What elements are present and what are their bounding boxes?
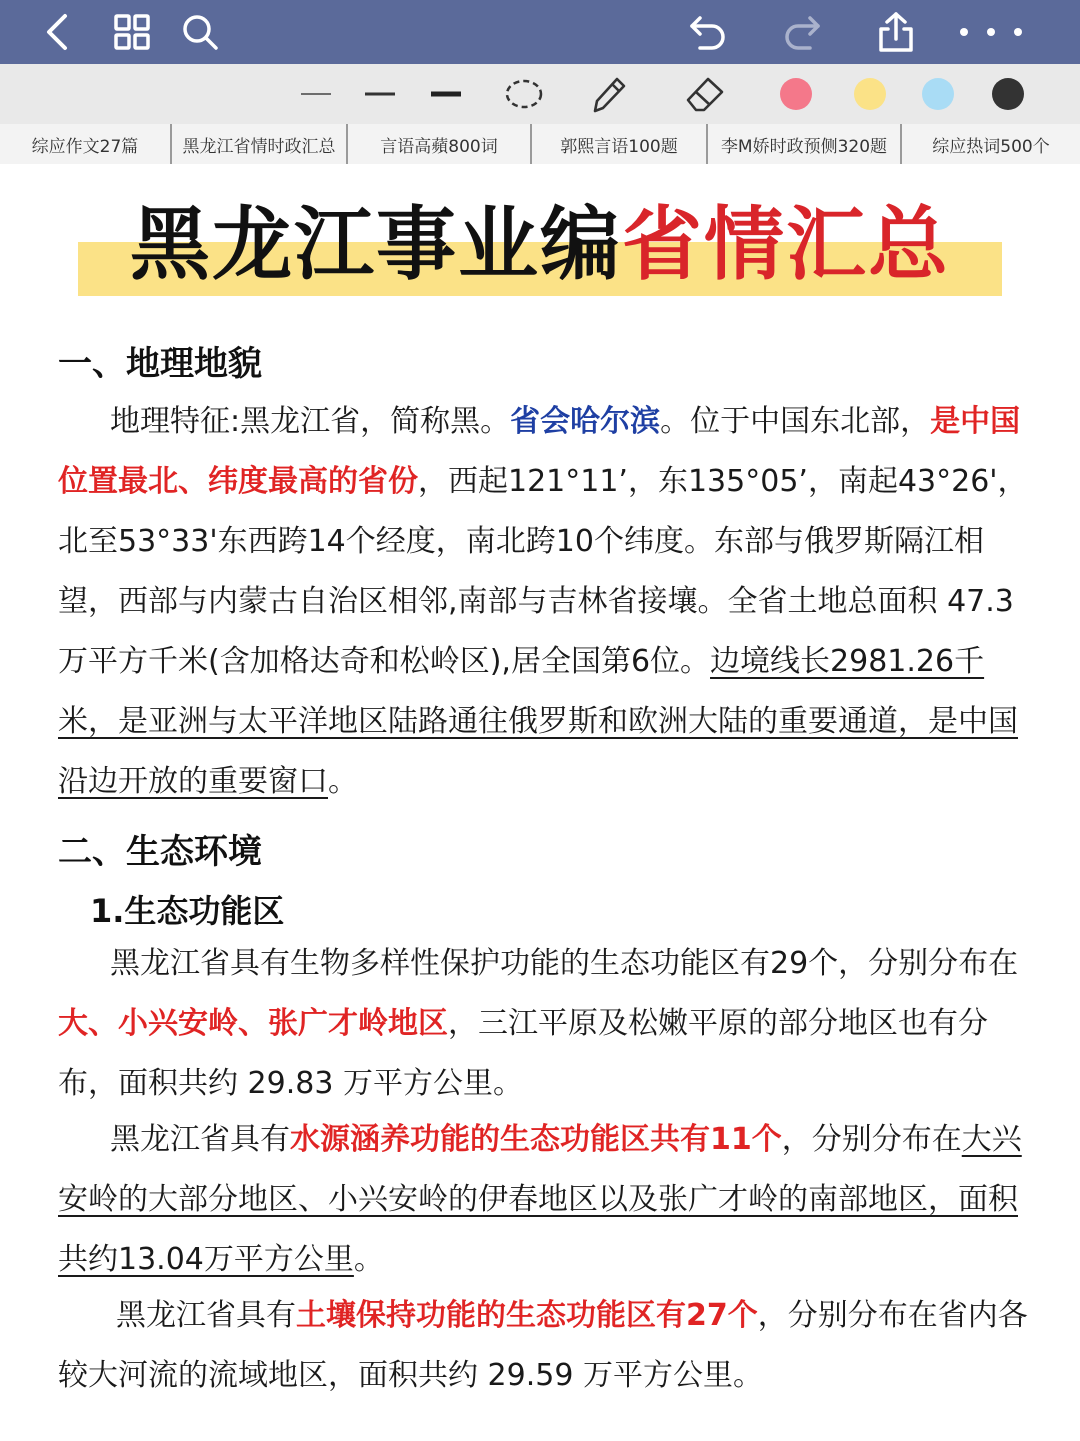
thin-line-icon[interactable] bbox=[290, 72, 342, 116]
black-color[interactable] bbox=[982, 72, 1034, 116]
tab-item[interactable]: 综应作文27篇 bbox=[0, 124, 172, 164]
pink-color[interactable] bbox=[770, 72, 822, 116]
document-page bbox=[0, 164, 1080, 1441]
yellow-color[interactable] bbox=[844, 72, 896, 116]
tab-item[interactable]: 李M娇时政预侧320题 bbox=[708, 124, 902, 164]
thick-line-icon[interactable] bbox=[420, 72, 472, 116]
paragraph-soil: 黑龙江省具有土壤保持功能的生态功能区有27个，分别分布在省内各较大河流的流域地区，面积共约 29.59 万平方公里。 bbox=[58, 1298, 1028, 1393]
top-navigation-bar bbox=[0, 0, 1080, 64]
subsection-heading: 1.生态功能区 bbox=[90, 892, 285, 930]
page-title: 黑龙江事业编省情汇总 bbox=[130, 197, 950, 291]
paragraph-biodiversity: 黑龙江省具有生物多样性保护功能的生态功能区有29个，分别分布在大、小兴安岭、张广才岭地区，三江平原及松嫩平原的部分地区也有分布，面积共约 29.83 万平方公里。 bbox=[58, 946, 1019, 1101]
grid-icon[interactable] bbox=[108, 8, 156, 56]
search-icon[interactable] bbox=[176, 8, 224, 56]
medium-line-icon[interactable] bbox=[354, 72, 406, 116]
paragraph-water: 黑龙江省具有水源涵养功能的生态功能区共有11个，分别分布在大兴安岭的大部分地区、小兴安岭的伊春地区以及张广才岭的南部地区，面积共约13.04万平方公里。 bbox=[58, 1122, 1022, 1277]
lasso-icon[interactable] bbox=[498, 72, 550, 116]
section-heading: 一、地理地貌 bbox=[58, 344, 262, 384]
blue-color[interactable] bbox=[912, 72, 964, 116]
section-heading: 二、生态环境 bbox=[58, 832, 262, 872]
pen-toolbar bbox=[0, 64, 1080, 124]
paragraph-geography: 地理特征:黑龙江省，简称黑。省会哈尔滨。位于中国东北部，是中国位置最北、纬度最高的省份，西起121°11’，东135°05’，南起43°26'，北至53°33'东西跨14个经度，南北跨10个纬度。东部与俄罗斯隔江相望，西部与内蒙古自治区相邻,南部与吉林省接壤。全省土地总面积 47.3万平方千米(含加格达奇和松岭区),居全国第6位。边境线长2981.26千米，是亚洲与太平洋地区陆路通往俄罗斯和欧洲大陆的重要通道，是中国沿边开放的重要窗口。 bbox=[58, 404, 1028, 799]
undo-icon[interactable] bbox=[684, 8, 732, 56]
document-tabs bbox=[0, 124, 1080, 164]
share-icon[interactable] bbox=[872, 8, 920, 56]
pencil-icon[interactable] bbox=[582, 72, 634, 116]
more-icon[interactable] bbox=[956, 8, 1026, 56]
tab-item[interactable]: 郭熙言语100题 bbox=[532, 124, 708, 164]
tab-item[interactable]: 黑龙江省情时政汇总 bbox=[172, 124, 348, 164]
eraser-icon[interactable] bbox=[678, 72, 730, 116]
back-icon[interactable] bbox=[34, 8, 82, 56]
tab-item[interactable]: 综应热词500个 bbox=[932, 136, 1050, 157]
tab-item[interactable]: 言语高蘋800词 bbox=[348, 124, 532, 164]
redo-icon[interactable] bbox=[778, 8, 826, 56]
